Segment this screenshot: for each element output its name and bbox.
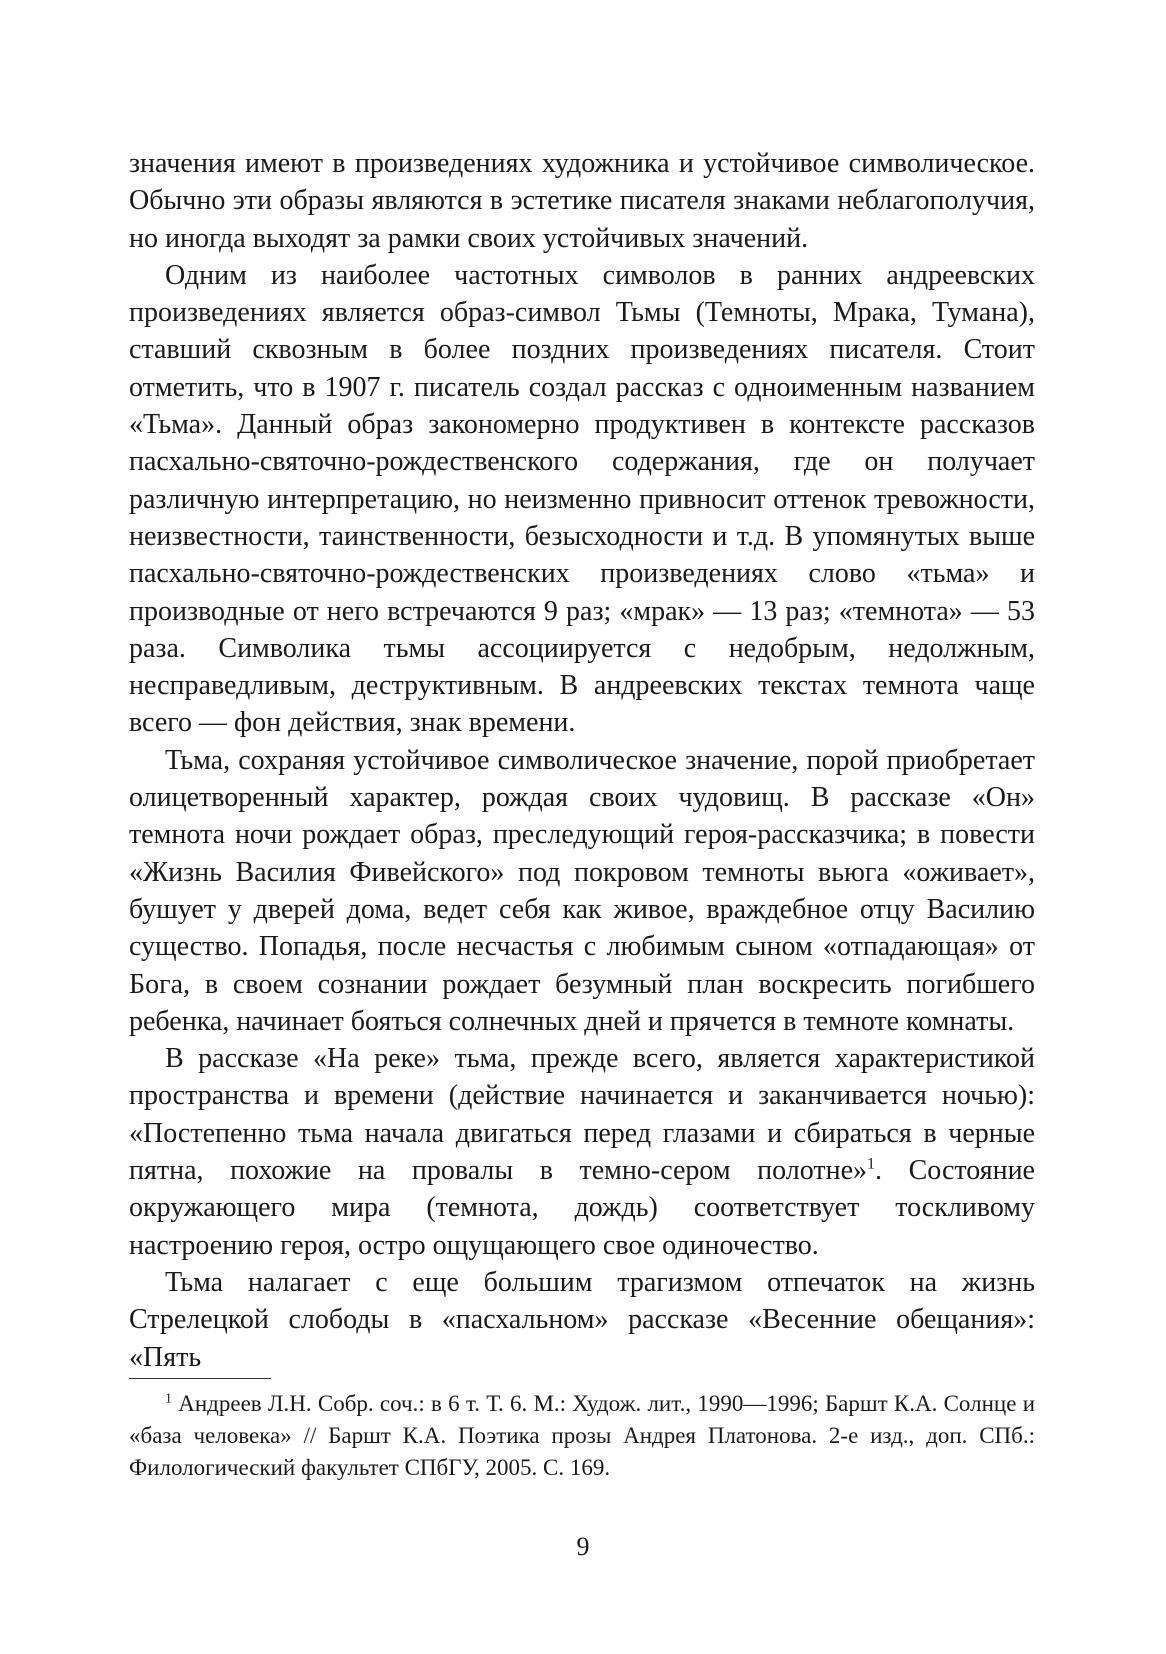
paragraph-text-after-ref: . Состояние окружающего мира (темнота, дождь) соответствует тоскливому настроению героя, остро ощущающего свое одиночество. [129, 1155, 1035, 1261]
footnote-divider [129, 1378, 271, 1379]
page-number: 9 [576, 1532, 590, 1561]
footnote [129, 1388, 1035, 1484]
paragraph-darkness-symbol: Одним из наиболее частотных символов в ранних андреевских произведениях является образ-символ Тьмы (Темноты, Мрака, Тумана), ставший сквозным в более поздних произведениях писателя. Стоит отметить, что в 1907 г. писатель создал рассказ с одноименным названием «Тьма». Данный образ закономерно продуктивен в контексте рассказов пасхально-святочно-рождественского содержания, где он получает различную интерпретацию, но неизменно привносит оттенок тревожности, неизвестности, таинственности, безысходности и т.д. В упомянутых выше пасхально-святочно-рождественских произведениях слово «тьма» и производные от него встречаются 9 раз; «мрак» — 13 раз; «темнота» — 53 раза. Символика тьмы ассоциируется с недобрым, недолжным, несправедливым, деструктивным. В андреевских текстах темнота чаще всего — фон действия, знак времени. [129, 259, 1035, 739]
paragraph-personified-darkness: Тьма, сохраняя устойчивое символическое значение, порой приобретает олицетворенный характер, рождая своих чудовищ. В рассказе «Он» темнота ночи рождает образ, преследующий героя-рассказчика; в повести «Жизнь Василия Фивейского» под покровом темноты вьюга «оживает», бушует у дверей дома, ведет себя как живое, враждебное отцу Василию существо. Попадья, после несчастья с любимым сыном «отпадающая» от Бога, в своем сознании рождает безумный план воскресить погибшего ребенка, начинает бояться солнечных дней и прячется в темноте комнаты. [129, 744, 1035, 1037]
footnote-reference[interactable]: 1 [867, 1155, 876, 1173]
paragraph-spring-promises: Тьма налагает с еще большим трагизмом отпечаток на жизнь Стрелецкой слободы в «пасхальном» рассказе «Весенние обещания»: «Пять [129, 1266, 1035, 1373]
body-text [129, 145, 1035, 1376]
paragraph-continued: значения имеют в произведениях художника и устойчивое символическое. Обычно эти образы являются в эстетике писателя знаками неблагополучия, но иногда выходят за рамки своих устойчивых значений. [129, 148, 1035, 254]
paragraph-text-before-ref: В рассказе «На реке» тьма, прежде всего, является характеристикой пространства и времени (действие начинается и заканчивается ночью): «Постепенно тьма начала двигаться перед глазами и сбираться в черные пятна, похожие на провалы в темно-сером полотне» [129, 1043, 1035, 1187]
footnote-text: Андреев Л.Н. Собр. соч.: в 6 т. Т. 6. М.: Худож. лит., 1990—1996; Баршт К.А. Солнце и «база человека» // Баршт К.А. Поэтика прозы Андрея Платонова. 2-е изд., доп. СПб.: Филологический факультет СПбГУ, 2005. С. 169. [129, 1391, 1035, 1480]
footnote-marker: 1 [165, 1391, 172, 1407]
paragraph-on-the-river [129, 1040, 1035, 1264]
